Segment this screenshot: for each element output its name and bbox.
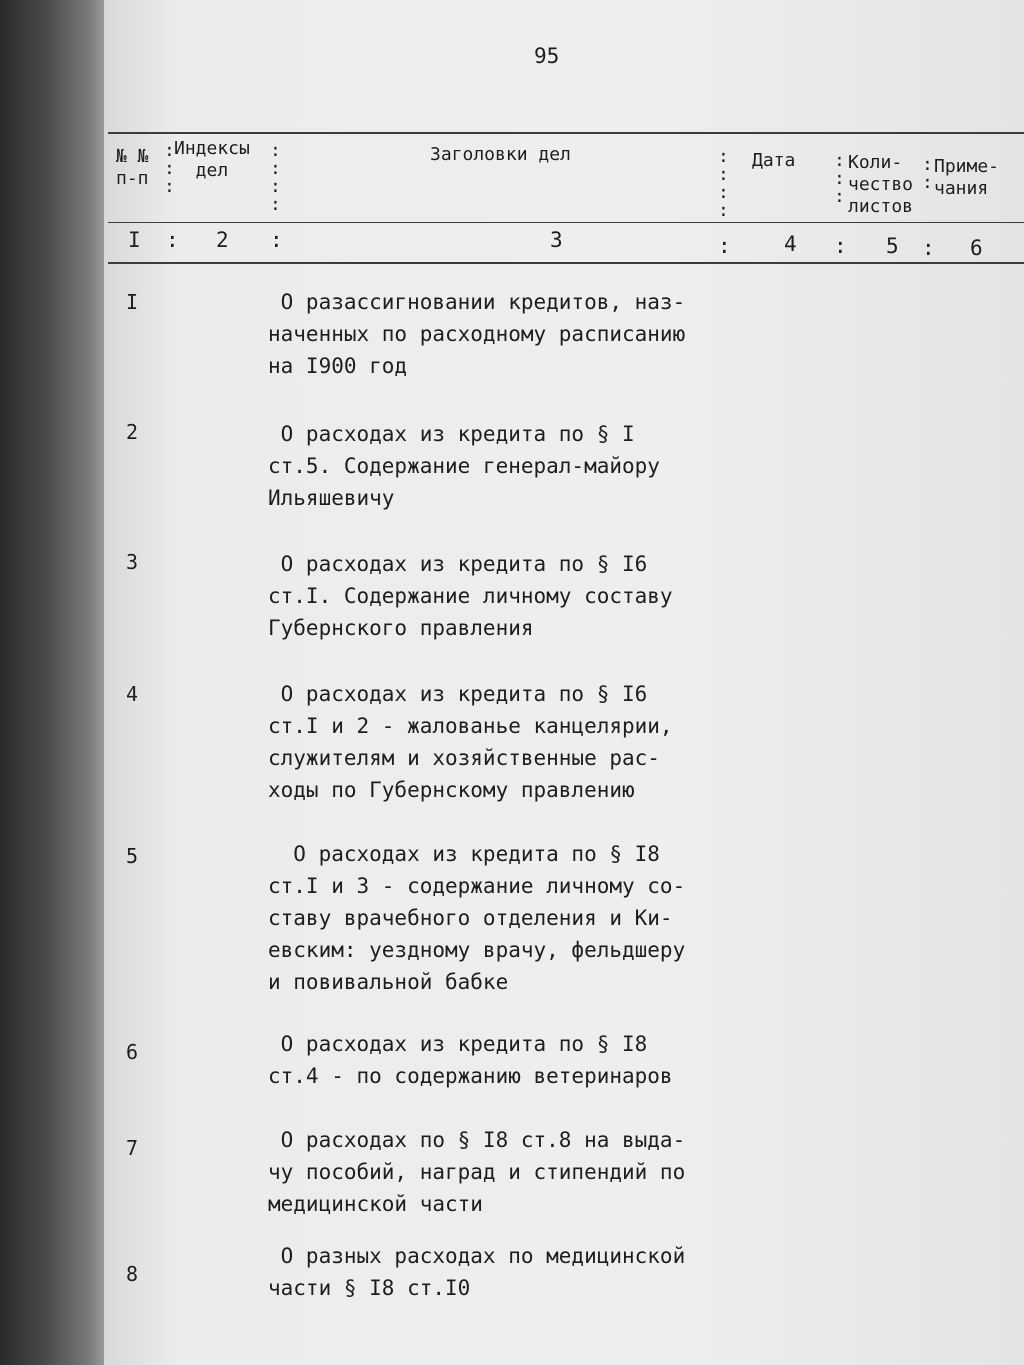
header-separator: : : : : — [718, 146, 729, 221]
page-number: 95 — [534, 44, 560, 68]
column-number: 2 — [216, 228, 229, 252]
row-number: 4 — [126, 682, 139, 706]
row-title: О расходах из кредита по § I6 ст.I. Содержание личному составу Губернского правления — [268, 552, 673, 640]
column-separator: : — [718, 234, 731, 258]
book-binding — [0, 0, 104, 1365]
row-number: 3 — [126, 550, 139, 574]
column-number: 3 — [550, 228, 563, 252]
column-number: 6 — [970, 236, 983, 260]
row-number: 8 — [126, 1262, 139, 1286]
header-date: Дата — [752, 150, 796, 171]
column-number: 4 — [784, 232, 797, 256]
header-separator: : : : — [834, 150, 845, 207]
header-notes: Приме- чания — [934, 156, 1000, 199]
row-number: 7 — [126, 1136, 139, 1160]
row-number: 6 — [126, 1040, 139, 1064]
header-separator: : : : — [164, 140, 175, 197]
column-separator: : — [922, 236, 935, 260]
table-header-rule — [108, 222, 1024, 223]
row-title: О расходах из кредита по § I8 ст.4 - по содержанию ветеринаров — [268, 1032, 673, 1088]
row-number: I — [126, 290, 139, 314]
header-row-number: № № п-п — [116, 146, 149, 189]
row-number: 2 — [126, 420, 139, 444]
document-page — [104, 0, 1024, 1365]
column-separator: : — [834, 234, 847, 258]
header-separator: : : : : — [270, 140, 281, 215]
row-title: О расходах из кредита по § I8 ст.I и 3 - содержание личному со- ставу врачебного отделения и Ки- евским: уездному врачу, фельдшеру и повивальной бабке — [268, 842, 686, 994]
row-number: 5 — [126, 844, 139, 868]
table-bottom-rule — [108, 262, 1024, 264]
row-title: О расходах из кредита по § I ст.5. Содержание генерал-майору Ильяшевичу — [268, 422, 660, 510]
row-title: О расходах по § I8 ст.8 на выда- чу пособий, наград и стипендий по медицинской части — [268, 1128, 686, 1216]
header-titles: Заголовки дел — [430, 144, 571, 165]
column-number: I — [128, 228, 141, 252]
header-separator: : : — [922, 154, 933, 193]
column-separator: : — [166, 228, 179, 252]
header-indices: Индексы дел — [174, 138, 250, 181]
column-separator: : — [270, 228, 283, 252]
header-sheet-count: Коли- чество листов — [848, 152, 914, 217]
row-title: О разассигновании кредитов, наз- наченных по расходному расписанию на I900 год — [268, 290, 686, 378]
row-title: О разных расходах по медицинской части § I8 ст.I0 — [268, 1244, 686, 1300]
column-number: 5 — [886, 234, 899, 258]
row-title: О расходах из кредита по § I6 ст.I и 2 - жалованье канцелярии, служителям и хозяйственные рас- ходы по Губернскому правлению — [268, 682, 673, 802]
table-top-rule — [108, 132, 1024, 134]
